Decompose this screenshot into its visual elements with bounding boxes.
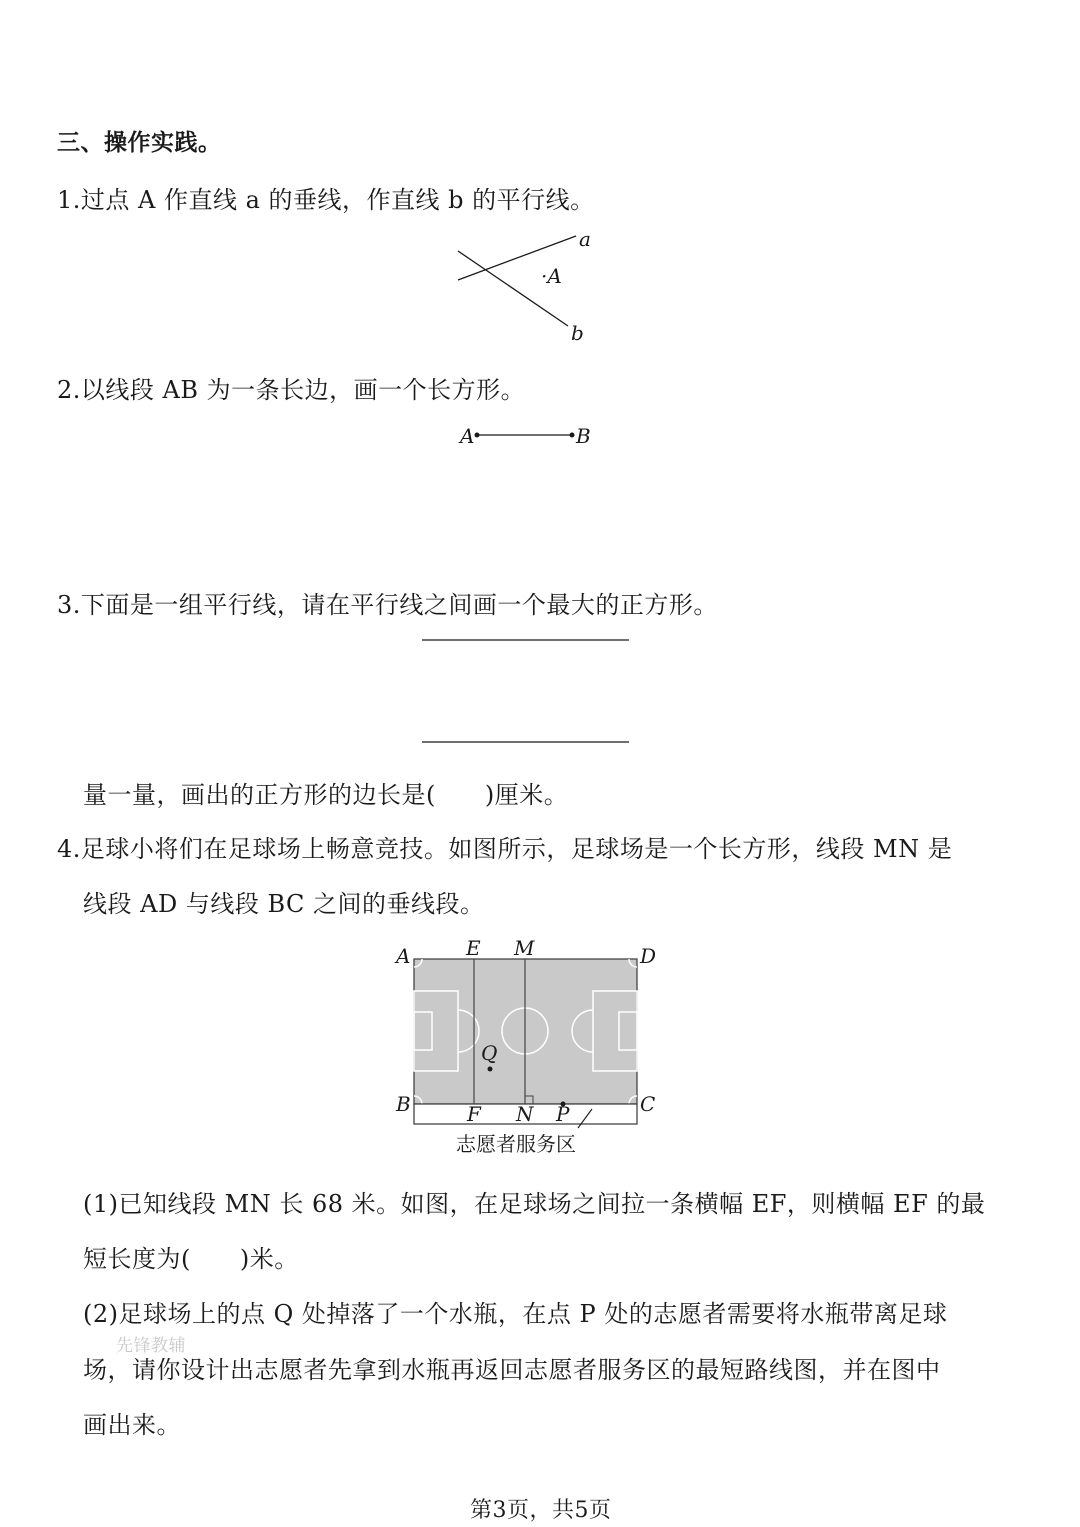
point-A [475, 433, 480, 438]
label-C: C [640, 1092, 656, 1116]
question-4-sub2-line-1: (2)足球场上的点 Q 处掉落了一个水瓶，在点 P 处的志愿者需要将水瓶带离足球 [83, 1300, 948, 1328]
volunteer-zone-label: 志愿者服务区 [456, 1132, 576, 1156]
question-4-line-1: 4.足球小将们在足球场上畅意竞技。如图所示，足球场是一个长方形，线段 MN 是 [57, 835, 953, 863]
label-F: F [467, 1102, 481, 1126]
q1-diagram [458, 227, 591, 345]
watermark: 先锋教辅 [116, 1336, 186, 1356]
label-B: B [396, 1092, 411, 1116]
label-D: D [640, 944, 657, 968]
question-4-sub2-line-3: 画出来。 [83, 1411, 181, 1439]
question-3-text: 3.下面是一组平行线，请在平行线之间画一个最大的正方形。 [57, 591, 718, 619]
section-title: 三、操作实践。 [57, 130, 222, 156]
label-E: E [466, 936, 481, 960]
point-Q [488, 1067, 493, 1072]
question-4-line-2: 线段 AD 与线段 BC 之间的垂线段。 [83, 890, 485, 918]
label-P: P [556, 1102, 570, 1126]
label-M: M [514, 936, 535, 960]
label-A: A [396, 944, 411, 968]
page-footer: 第3页，共5页 [470, 1498, 612, 1523]
question-4-sub1-line-2: 短长度为( )米。 [83, 1245, 299, 1273]
label-N: N [516, 1102, 534, 1126]
label-line-a: a [579, 227, 591, 251]
point-B [570, 433, 575, 438]
label-B: B [576, 424, 591, 448]
question-3-measure: 量一量，画出的正方形的边长是( )厘米。 [83, 781, 569, 809]
line-b [458, 251, 568, 326]
question-4-sub2-line-2: 场，请你设计出志愿者先拿到水瓶再返回志愿者服务区的最短路线图，并在图中 [83, 1356, 941, 1384]
question-4-sub1-line-1: (1)已知线段 MN 长 68 米。如图，在足球场之间拉一条横幅 EF，则横幅 EF 的最 [83, 1190, 986, 1218]
q3-parallel-lines [422, 640, 629, 742]
label-A: A [460, 424, 475, 448]
label-Q: Q [481, 1041, 498, 1065]
question-1-text: 1.过点 A 作直线 a 的垂线，作直线 b 的平行线。 [57, 186, 595, 214]
question-2-text: 2.以线段 AB 为一条长边，画一个长方形。 [57, 376, 526, 404]
q2-diagram [458, 424, 591, 448]
label-point-A: ·A [541, 264, 562, 288]
label-line-b: b [571, 321, 584, 345]
q4-football-field [394, 936, 656, 1156]
